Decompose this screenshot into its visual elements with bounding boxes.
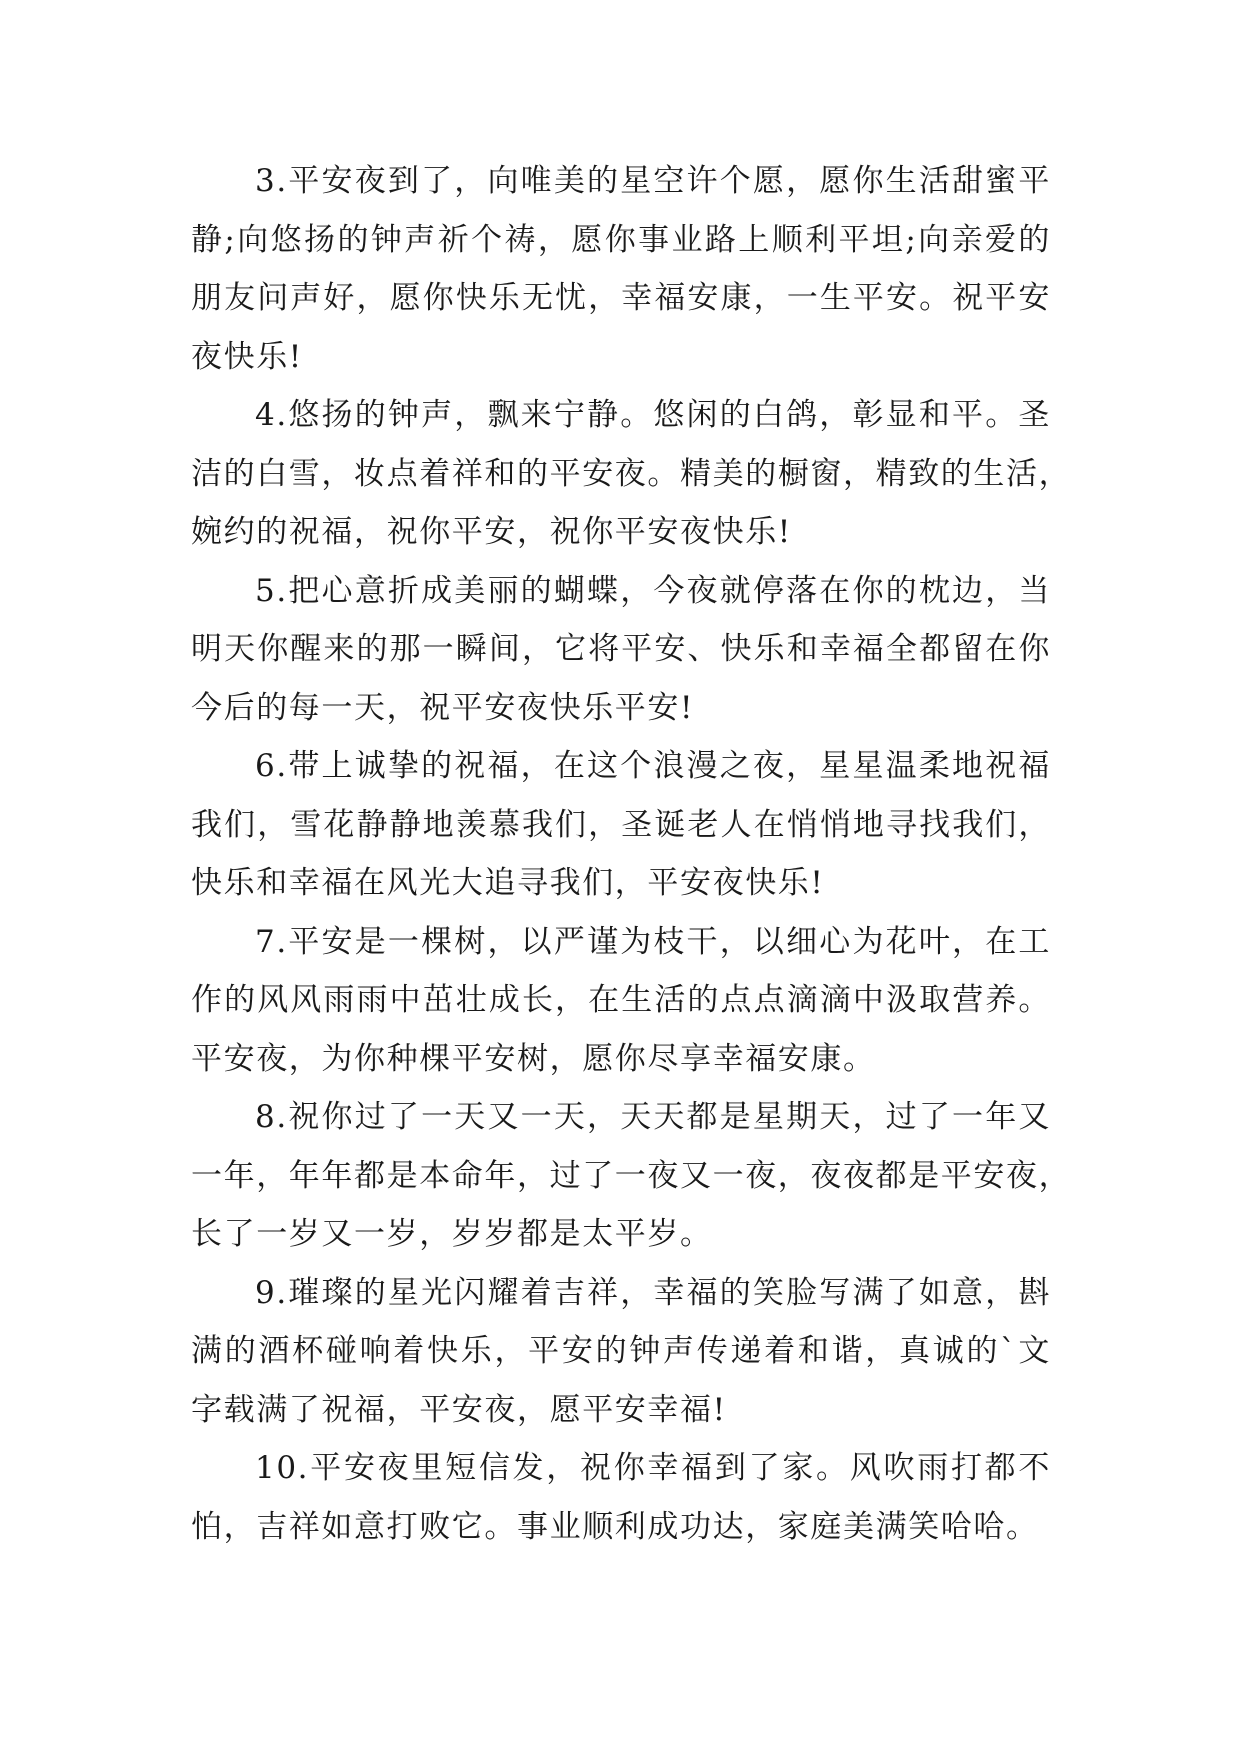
paragraph: [191, 1088, 1072, 1264]
paragraph-line: 一年，年年都是本命年，过了一夜又一夜，夜夜都是平安夜，: [191, 1157, 1072, 1194]
paragraph-line: 4.悠扬的钟声，飘来宁静。悠闲的白鸽，彰显和平。圣: [255, 397, 1051, 433]
paragraph-line: 10.平安夜里短信发，祝你幸福到了家。风吹雨打都不: [255, 1450, 1051, 1486]
paragraph-line: 9.璀璨的星光闪耀着吉祥，幸福的笑脸写满了如意，斟: [255, 1274, 1051, 1311]
paragraph: [191, 562, 1051, 738]
paragraph: [191, 1264, 1051, 1440]
paragraph: [191, 1439, 1051, 1556]
paragraph-line: 我们，雪花静静地羡慕我们，圣诞老人在悄悄地寻找我们，: [191, 806, 1051, 843]
paragraph-line: 平安夜，为你种棵平安树，愿你尽享幸福安康。: [191, 1040, 876, 1077]
paragraph-line: 5.把心意折成美丽的蝴蝶，今夜就停落在你的枕边，当: [255, 572, 1051, 609]
paragraph-line: 明天你醒来的那一瞬间，它将平安、快乐和幸福全都留在你: [191, 631, 1051, 667]
paragraph: [191, 386, 1072, 562]
paragraph-line: 满的酒杯碰响着快乐，平安的钟声传递着和谐，真诚的`文: [191, 1333, 1051, 1369]
paragraph-line: 快乐和幸福在风光大追寻我们，平安夜快乐!: [191, 865, 825, 901]
document-body: [191, 152, 1072, 1556]
paragraph-line: 今后的每一天，祝平安夜快乐平安!: [191, 689, 695, 726]
paragraph: [191, 152, 1051, 386]
paragraph-line: 字载满了祝福，平安夜，愿平安幸福!: [191, 1391, 727, 1428]
paragraph-line: 朋友问声好，愿你快乐无忧，幸福安康，一生平安。祝平安: [191, 280, 1051, 316]
paragraph-line: 6.带上诚挚的祝福，在这个浪漫之夜，星星温柔地祝福: [255, 748, 1051, 784]
paragraph: [191, 737, 1051, 913]
paragraph-line: 夜快乐!: [191, 338, 303, 375]
paragraph-line: 3.平安夜到了，向唯美的星空许个愿，愿你生活甜蜜平: [255, 163, 1051, 199]
paragraph: [191, 913, 1051, 1089]
paragraph-line: 长了一岁又一岁，岁岁都是太平岁。: [191, 1216, 713, 1252]
paragraph-line: 7.平安是一棵树，以严谨为枝干，以细心为花叶，在工: [255, 923, 1051, 960]
paragraph-line: 8.祝你过了一天又一天，天天都是星期天，过了一年又: [255, 1099, 1051, 1135]
paragraph-line: 作的风风雨雨中茁壮成长，在生活的点点滴滴中汲取营养。: [191, 982, 1051, 1018]
paragraph-line: 静;向悠扬的钟声祈个祷，愿你事业路上顺利平坦;向亲爱的: [191, 221, 1051, 258]
paragraph-line: 婉约的祝福，祝你平安，祝你平安夜快乐!: [191, 514, 792, 550]
paragraph-line: 怕，吉祥如意打败它。事业顺利成功达，家庭美满笑哈哈。: [191, 1508, 1039, 1545]
paragraph-line: 洁的白雪，妆点着祥和的平安夜。精美的橱窗，精致的生活，: [191, 455, 1072, 492]
